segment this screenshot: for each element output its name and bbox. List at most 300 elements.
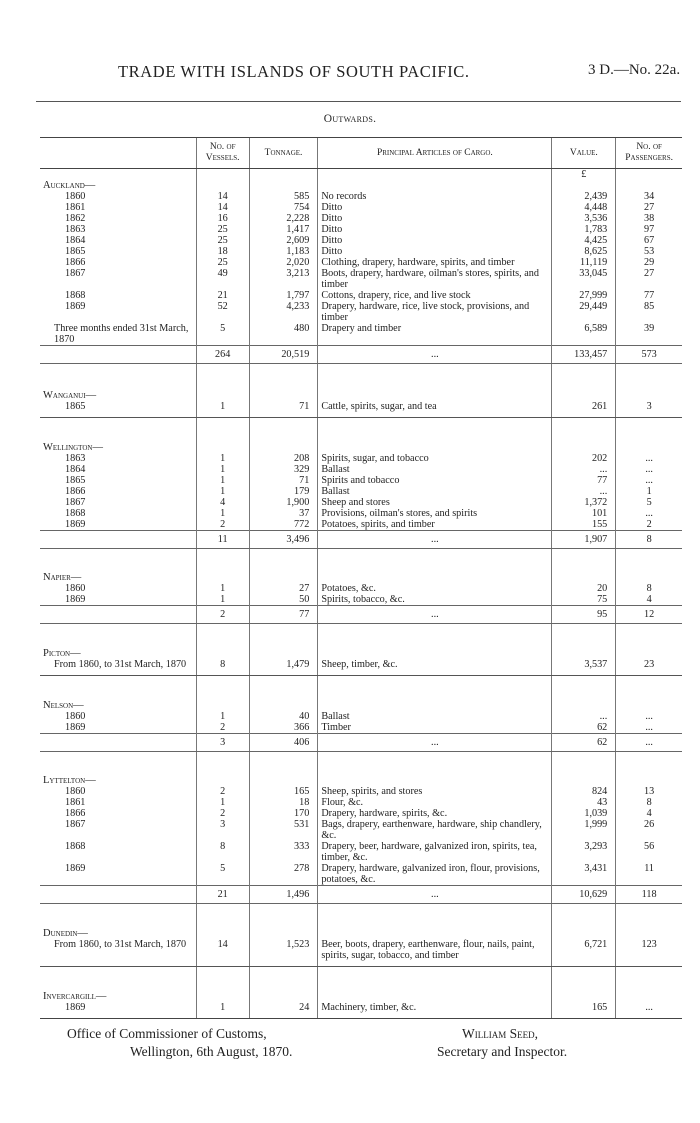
cell-cargo: Potatoes, spirits, and timber: [318, 519, 552, 531]
cell-passengers: 8: [616, 583, 682, 594]
cell-passengers: 34: [616, 191, 682, 202]
cell-vessels: 8: [196, 659, 249, 670]
total-tonnage: 406: [249, 733, 318, 751]
cell-cargo: Drapery, hardware, galvanized iron, flour, provisions, potatoes, &c.: [318, 863, 552, 886]
total-row: [40, 530, 682, 548]
port-row: [40, 700, 682, 711]
cell-vessels: 14: [196, 202, 249, 213]
total-row: [40, 733, 682, 751]
cell-vessels: 25: [196, 224, 249, 235]
cell-value: 101: [552, 508, 616, 519]
table-row: [40, 841, 682, 863]
row-period: Three months ended 31st March, 1870: [54, 323, 189, 345]
cell-vessels: 5: [196, 323, 249, 346]
row-period: 1863: [65, 452, 86, 464]
cell-vessels: 3: [196, 819, 249, 841]
row-period: 1861: [65, 202, 86, 213]
cell-cargo: Spirits, tobacco, &c.: [318, 594, 552, 606]
cell-tonnage: 18: [249, 797, 318, 808]
cell-cargo: Cattle, spirits, sugar, and tea: [318, 401, 552, 412]
cell-passengers: 11: [616, 863, 682, 886]
office-line-1: Office of Commissioner of Customs,: [67, 1026, 267, 1041]
table-row: [40, 659, 682, 670]
total-tonnage: 1,496: [249, 886, 318, 904]
trade-table: [40, 137, 682, 1019]
col-header-cargo: Principal Articles of Cargo.: [318, 138, 552, 169]
row-period: 1868: [65, 507, 86, 519]
table-row: [40, 257, 682, 268]
cell-value: 6,721: [552, 939, 616, 961]
cell-passengers: 2: [616, 519, 682, 531]
cell-cargo: Ballast: [318, 464, 552, 475]
cell-value: ...: [552, 711, 616, 722]
row-period: 1860: [65, 583, 86, 594]
cell-tonnage: 1,797: [249, 290, 318, 301]
cell-passengers: 123: [616, 939, 682, 961]
row-period: 1867: [65, 268, 86, 279]
cell-passengers: ...: [616, 475, 682, 486]
total-vessels: 3: [196, 733, 249, 751]
row-period: 1861: [65, 797, 86, 808]
cell-passengers: 27: [616, 202, 682, 213]
port-row: [40, 648, 682, 659]
row-period: 1864: [65, 235, 86, 246]
cell-cargo: Ditto: [318, 213, 552, 224]
cell-tonnage: 772: [249, 519, 318, 531]
cell-value: 3,293: [552, 841, 616, 863]
cell-passengers: 26: [616, 819, 682, 841]
total-value: 62: [552, 733, 616, 751]
cell-vessels: 1: [196, 594, 249, 606]
cell-passengers: 1: [616, 486, 682, 497]
total-tonnage: 3,496: [249, 530, 318, 548]
total-row: [40, 886, 682, 904]
cell-cargo: Spirits and tobacco: [318, 475, 552, 486]
cell-cargo: Machinery, timber, &c.: [318, 1002, 552, 1013]
cell-value: 33,045: [552, 268, 616, 290]
cell-value: ...: [552, 486, 616, 497]
spacer-row: [40, 364, 682, 390]
row-period: 1863: [65, 224, 86, 235]
cell-passengers: 8: [616, 797, 682, 808]
table-row: [40, 583, 682, 594]
port-row: [40, 991, 682, 1002]
cell-vessels: 1: [196, 486, 249, 497]
cell-vessels: 2: [196, 519, 249, 531]
total-passengers: 118: [616, 886, 682, 904]
col-header-port: [40, 138, 196, 169]
header-rule: [36, 101, 681, 102]
trade-table-container: [40, 137, 682, 1019]
cell-value: 3,537: [552, 659, 616, 670]
cell-passengers: ...: [616, 1002, 682, 1013]
port-row: [40, 775, 682, 786]
cell-vessels: 52: [196, 301, 249, 323]
cell-cargo: Cottons, drapery, rice, and live stock: [318, 290, 552, 301]
cell-passengers: ...: [616, 722, 682, 734]
table-row: [40, 323, 682, 346]
cell-vessels: 21: [196, 290, 249, 301]
cell-value: 62: [552, 722, 616, 734]
cell-cargo: Drapery and timber: [318, 323, 552, 346]
table-row: [40, 235, 682, 246]
port-name: Lyttelton—: [43, 775, 96, 786]
total-vessels: 2: [196, 606, 249, 624]
section-rule: [40, 1013, 682, 1019]
cell-cargo: Sheep, spirits, and stores: [318, 786, 552, 797]
row-period: 1869: [65, 301, 86, 312]
cell-passengers: 39: [616, 323, 682, 346]
cell-passengers: 23: [616, 659, 682, 670]
cell-vessels: 1: [196, 508, 249, 519]
row-period: 1866: [65, 485, 86, 497]
spacer-row: [40, 676, 682, 700]
spacer-row: [40, 418, 682, 442]
table-row: [40, 290, 682, 301]
total-value: 10,629: [552, 886, 616, 904]
cell-tonnage: 585: [249, 191, 318, 202]
cell-value: ...: [552, 464, 616, 475]
cell-vessels: 8: [196, 841, 249, 863]
table-row: [40, 497, 682, 508]
cell-vessels: 16: [196, 213, 249, 224]
cell-passengers: 67: [616, 235, 682, 246]
table-row: [40, 786, 682, 797]
cell-vessels: 25: [196, 257, 249, 268]
cell-passengers: 77: [616, 290, 682, 301]
cell-value: 29,449: [552, 301, 616, 323]
table-row: [40, 486, 682, 497]
cell-passengers: 13: [616, 786, 682, 797]
cell-passengers: ...: [616, 711, 682, 722]
cell-tonnage: 366: [249, 722, 318, 734]
cell-cargo: Sheep and stores: [318, 497, 552, 508]
table-row: [40, 191, 682, 202]
port-row: [40, 390, 682, 401]
spacer-row: [40, 548, 682, 572]
cell-tonnage: 531: [249, 819, 318, 841]
cell-tonnage: 754: [249, 202, 318, 213]
cell-tonnage: 333: [249, 841, 318, 863]
cell-value: 2,439: [552, 191, 616, 202]
cell-value: 3,536: [552, 213, 616, 224]
total-row: [40, 346, 682, 364]
table-row: [40, 246, 682, 257]
cell-cargo: Ditto: [318, 235, 552, 246]
cell-value: 261: [552, 401, 616, 412]
port-name: Wanganui—: [43, 389, 97, 401]
total-passengers: 12: [616, 606, 682, 624]
currency-symbol: £: [552, 169, 616, 181]
cell-tonnage: 24: [249, 1002, 318, 1013]
cell-value: 43: [552, 797, 616, 808]
cell-passengers: 38: [616, 213, 682, 224]
cell-tonnage: 179: [249, 486, 318, 497]
cell-value: 20: [552, 583, 616, 594]
total-value: 1,907: [552, 530, 616, 548]
row-period: 1865: [65, 400, 86, 412]
port-row: [40, 572, 682, 583]
row-period: 1865: [65, 474, 86, 486]
table-subtitle: Outwards.: [323, 113, 377, 125]
col-header-vessels: No. of Vessels.: [196, 138, 249, 169]
cell-passengers: 4: [616, 594, 682, 606]
cell-cargo: Flour, &c.: [318, 797, 552, 808]
cell-value: 75: [552, 594, 616, 606]
cell-passengers: 97: [616, 224, 682, 235]
table-row: [40, 401, 682, 412]
spacer-row: [40, 624, 682, 648]
cell-vessels: 25: [196, 235, 249, 246]
row-period: 1866: [65, 257, 86, 268]
row-period: From 1860, to 31st March, 1870: [54, 658, 187, 670]
cell-cargo: Spirits, sugar, and tobacco: [318, 453, 552, 464]
row-period: 1860: [65, 710, 86, 722]
cell-vessels: 14: [196, 191, 249, 202]
cell-passengers: 29: [616, 257, 682, 268]
total-cargo: ...: [318, 733, 552, 751]
cell-vessels: 18: [196, 246, 249, 257]
row-period: 1860: [65, 191, 86, 202]
cell-tonnage: 1,523: [249, 939, 318, 961]
total-vessels: 11: [196, 530, 249, 548]
port-row: [40, 442, 682, 453]
cell-tonnage: 329: [249, 464, 318, 475]
cell-value: 27,999: [552, 290, 616, 301]
row-period: 1862: [65, 213, 86, 224]
cell-value: 77: [552, 475, 616, 486]
table-row: [40, 464, 682, 475]
cell-cargo: Ballast: [318, 486, 552, 497]
port-name: Invercargill—: [43, 990, 107, 1002]
cell-vessels: 1: [196, 583, 249, 594]
row-period: 1867: [65, 496, 86, 508]
cell-value: 4,425: [552, 235, 616, 246]
cell-vessels: 1: [196, 464, 249, 475]
cell-tonnage: 2,020: [249, 257, 318, 268]
spacer-row: [40, 904, 682, 928]
cell-vessels: 2: [196, 722, 249, 734]
cell-passengers: ...: [616, 508, 682, 519]
cell-vessels: 1: [196, 475, 249, 486]
cell-passengers: 4: [616, 808, 682, 819]
cell-tonnage: 480: [249, 323, 318, 346]
cell-vessels: 1: [196, 797, 249, 808]
total-cargo: ...: [318, 606, 552, 624]
cell-vessels: 1: [196, 453, 249, 464]
cell-cargo: Provisions, oilman's stores, and spirits: [318, 508, 552, 519]
port-row: [40, 928, 682, 939]
cell-cargo: Drapery, hardware, spirits, &c.: [318, 808, 552, 819]
table-row: [40, 475, 682, 486]
cell-vessels: 5: [196, 863, 249, 886]
cell-vessels: 1: [196, 401, 249, 412]
total-cargo: ...: [318, 530, 552, 548]
table-row: [40, 808, 682, 819]
row-period: 1864: [65, 463, 86, 475]
total-passengers: 8: [616, 530, 682, 548]
total-vessels: 264: [196, 346, 249, 364]
table-row: [40, 863, 682, 886]
row-period: 1865: [65, 246, 86, 257]
cell-tonnage: 1,900: [249, 497, 318, 508]
signer-title: Secretary and Inspector.: [437, 1044, 568, 1059]
cell-vessels: 1: [196, 711, 249, 722]
cell-tonnage: 3,213: [249, 268, 318, 290]
table-header-row: [40, 138, 682, 169]
port-name: Wellington—: [43, 441, 103, 453]
cell-tonnage: 165: [249, 786, 318, 797]
cell-cargo: Ditto: [318, 224, 552, 235]
cell-cargo: Beer, boots, drapery, earthenware, flour, nails, paint, spirits, sugar, tobacco, and timber: [318, 939, 552, 961]
cell-value: 4,448: [552, 202, 616, 213]
spacer-row: [40, 751, 682, 775]
cell-vessels: 49: [196, 268, 249, 290]
row-period: 1869: [65, 863, 86, 874]
row-period: 1860: [65, 786, 86, 797]
cell-tonnage: 1,479: [249, 659, 318, 670]
table-row: [40, 213, 682, 224]
cell-tonnage: 71: [249, 401, 318, 412]
cell-value: 202: [552, 453, 616, 464]
row-period: 1869: [65, 721, 86, 733]
total-tonnage: 77: [249, 606, 318, 624]
row-period: 1869: [65, 1001, 86, 1013]
table-row: [40, 594, 682, 606]
port-name: Auckland—: [43, 180, 96, 191]
cell-tonnage: 40: [249, 711, 318, 722]
cell-tonnage: 1,417: [249, 224, 318, 235]
cell-passengers: 5: [616, 497, 682, 508]
total-tonnage: 20,519: [249, 346, 318, 364]
currency-row: [40, 169, 682, 181]
office-line-2: Wellington, 6th August, 1870.: [130, 1044, 293, 1059]
table-row: [40, 224, 682, 235]
document-reference: 3 D.—No. 22a.: [588, 62, 681, 78]
cell-tonnage: 2,228: [249, 213, 318, 224]
cell-cargo: Bags, drapery, earthenware, hardware, ship chandlery, &c.: [318, 819, 552, 841]
cell-cargo: Potatoes, &c.: [318, 583, 552, 594]
cell-value: 8,625: [552, 246, 616, 257]
cell-cargo: Clothing, drapery, hardware, spirits, and timber: [318, 257, 552, 268]
table-row: [40, 202, 682, 213]
cell-value: 1,999: [552, 819, 616, 841]
cell-tonnage: 278: [249, 863, 318, 886]
cell-cargo: Sheep, timber, &c.: [318, 659, 552, 670]
table-row: [40, 301, 682, 323]
cell-cargo: Drapery, hardware, rice, live stock, provisions, and timber: [318, 301, 552, 323]
cell-tonnage: 37: [249, 508, 318, 519]
row-period: 1869: [65, 518, 86, 530]
port-name: Napier—: [43, 572, 82, 583]
cell-vessels: 14: [196, 939, 249, 961]
cell-tonnage: 1,183: [249, 246, 318, 257]
cell-cargo: No records: [318, 191, 552, 202]
table-row: [40, 711, 682, 722]
cell-passengers: ...: [616, 464, 682, 475]
cell-cargo: Boots, drapery, hardware, oilman's stores, spirits, and timber: [318, 268, 552, 290]
table-row: [40, 722, 682, 734]
page-header: [0, 62, 700, 86]
cell-passengers: 27: [616, 268, 682, 290]
col-header-passengers: No. of Passengers.: [616, 138, 682, 169]
page-title: TRADE WITH ISLANDS OF SOUTH PACIFIC.: [118, 62, 470, 81]
cell-tonnage: 170: [249, 808, 318, 819]
cell-value: 155: [552, 519, 616, 531]
total-value: 95: [552, 606, 616, 624]
table-row: [40, 453, 682, 464]
cell-value: 6,589: [552, 323, 616, 346]
port-name: Dunedin—: [43, 927, 88, 939]
cell-value: 1,372: [552, 497, 616, 508]
total-cargo: ...: [318, 346, 552, 364]
cell-passengers: 56: [616, 841, 682, 863]
cell-vessels: 1: [196, 1002, 249, 1013]
table-body: [40, 169, 682, 1019]
port-row: [40, 180, 682, 191]
cell-tonnage: 71: [249, 475, 318, 486]
port-name: Picton—: [43, 647, 81, 659]
cell-cargo: Ballast: [318, 711, 552, 722]
row-period: From 1860, to 31st March, 1870: [54, 938, 187, 950]
table-row: [40, 819, 682, 841]
total-cargo: ...: [318, 886, 552, 904]
total-value: 133,457: [552, 346, 616, 364]
cell-vessels: 4: [196, 497, 249, 508]
cell-passengers: ...: [616, 453, 682, 464]
col-header-value: Value.: [552, 138, 616, 169]
row-period: 1867: [65, 819, 86, 830]
cell-vessels: 2: [196, 786, 249, 797]
row-period: 1866: [65, 808, 86, 819]
cell-tonnage: 50: [249, 594, 318, 606]
row-period: 1868: [65, 841, 86, 852]
cell-tonnage: 27: [249, 583, 318, 594]
cell-cargo: Ditto: [318, 202, 552, 213]
cell-tonnage: 4,233: [249, 301, 318, 323]
total-row: [40, 606, 682, 624]
cell-passengers: 3: [616, 401, 682, 412]
table-row: [40, 508, 682, 519]
cell-cargo: Drapery, beer, hardware, galvanized iron, spirits, tea, timber, &c.: [318, 841, 552, 863]
port-name: Nelson—: [43, 699, 84, 711]
cell-value: 165: [552, 1002, 616, 1013]
cell-passengers: 53: [616, 246, 682, 257]
table-row: [40, 519, 682, 531]
cell-value: 1,783: [552, 224, 616, 235]
table-row: [40, 1002, 682, 1013]
table-row: [40, 939, 682, 961]
total-vessels: 21: [196, 886, 249, 904]
cell-value: 824: [552, 786, 616, 797]
cell-cargo: Timber: [318, 722, 552, 734]
cell-tonnage: 2,609: [249, 235, 318, 246]
total-passengers: 573: [616, 346, 682, 364]
row-period: 1869: [65, 594, 86, 605]
cell-value: 1,039: [552, 808, 616, 819]
table-row: [40, 268, 682, 290]
cell-passengers: 85: [616, 301, 682, 323]
row-period: 1868: [65, 290, 86, 301]
cell-value: 3,431: [552, 863, 616, 886]
cell-vessels: 2: [196, 808, 249, 819]
cell-tonnage: 208: [249, 453, 318, 464]
table-row: [40, 797, 682, 808]
total-passengers: ...: [616, 733, 682, 751]
col-header-tonnage: Tonnage.: [249, 138, 318, 169]
cell-cargo: Ditto: [318, 246, 552, 257]
signer-name: William Seed,: [462, 1026, 538, 1041]
